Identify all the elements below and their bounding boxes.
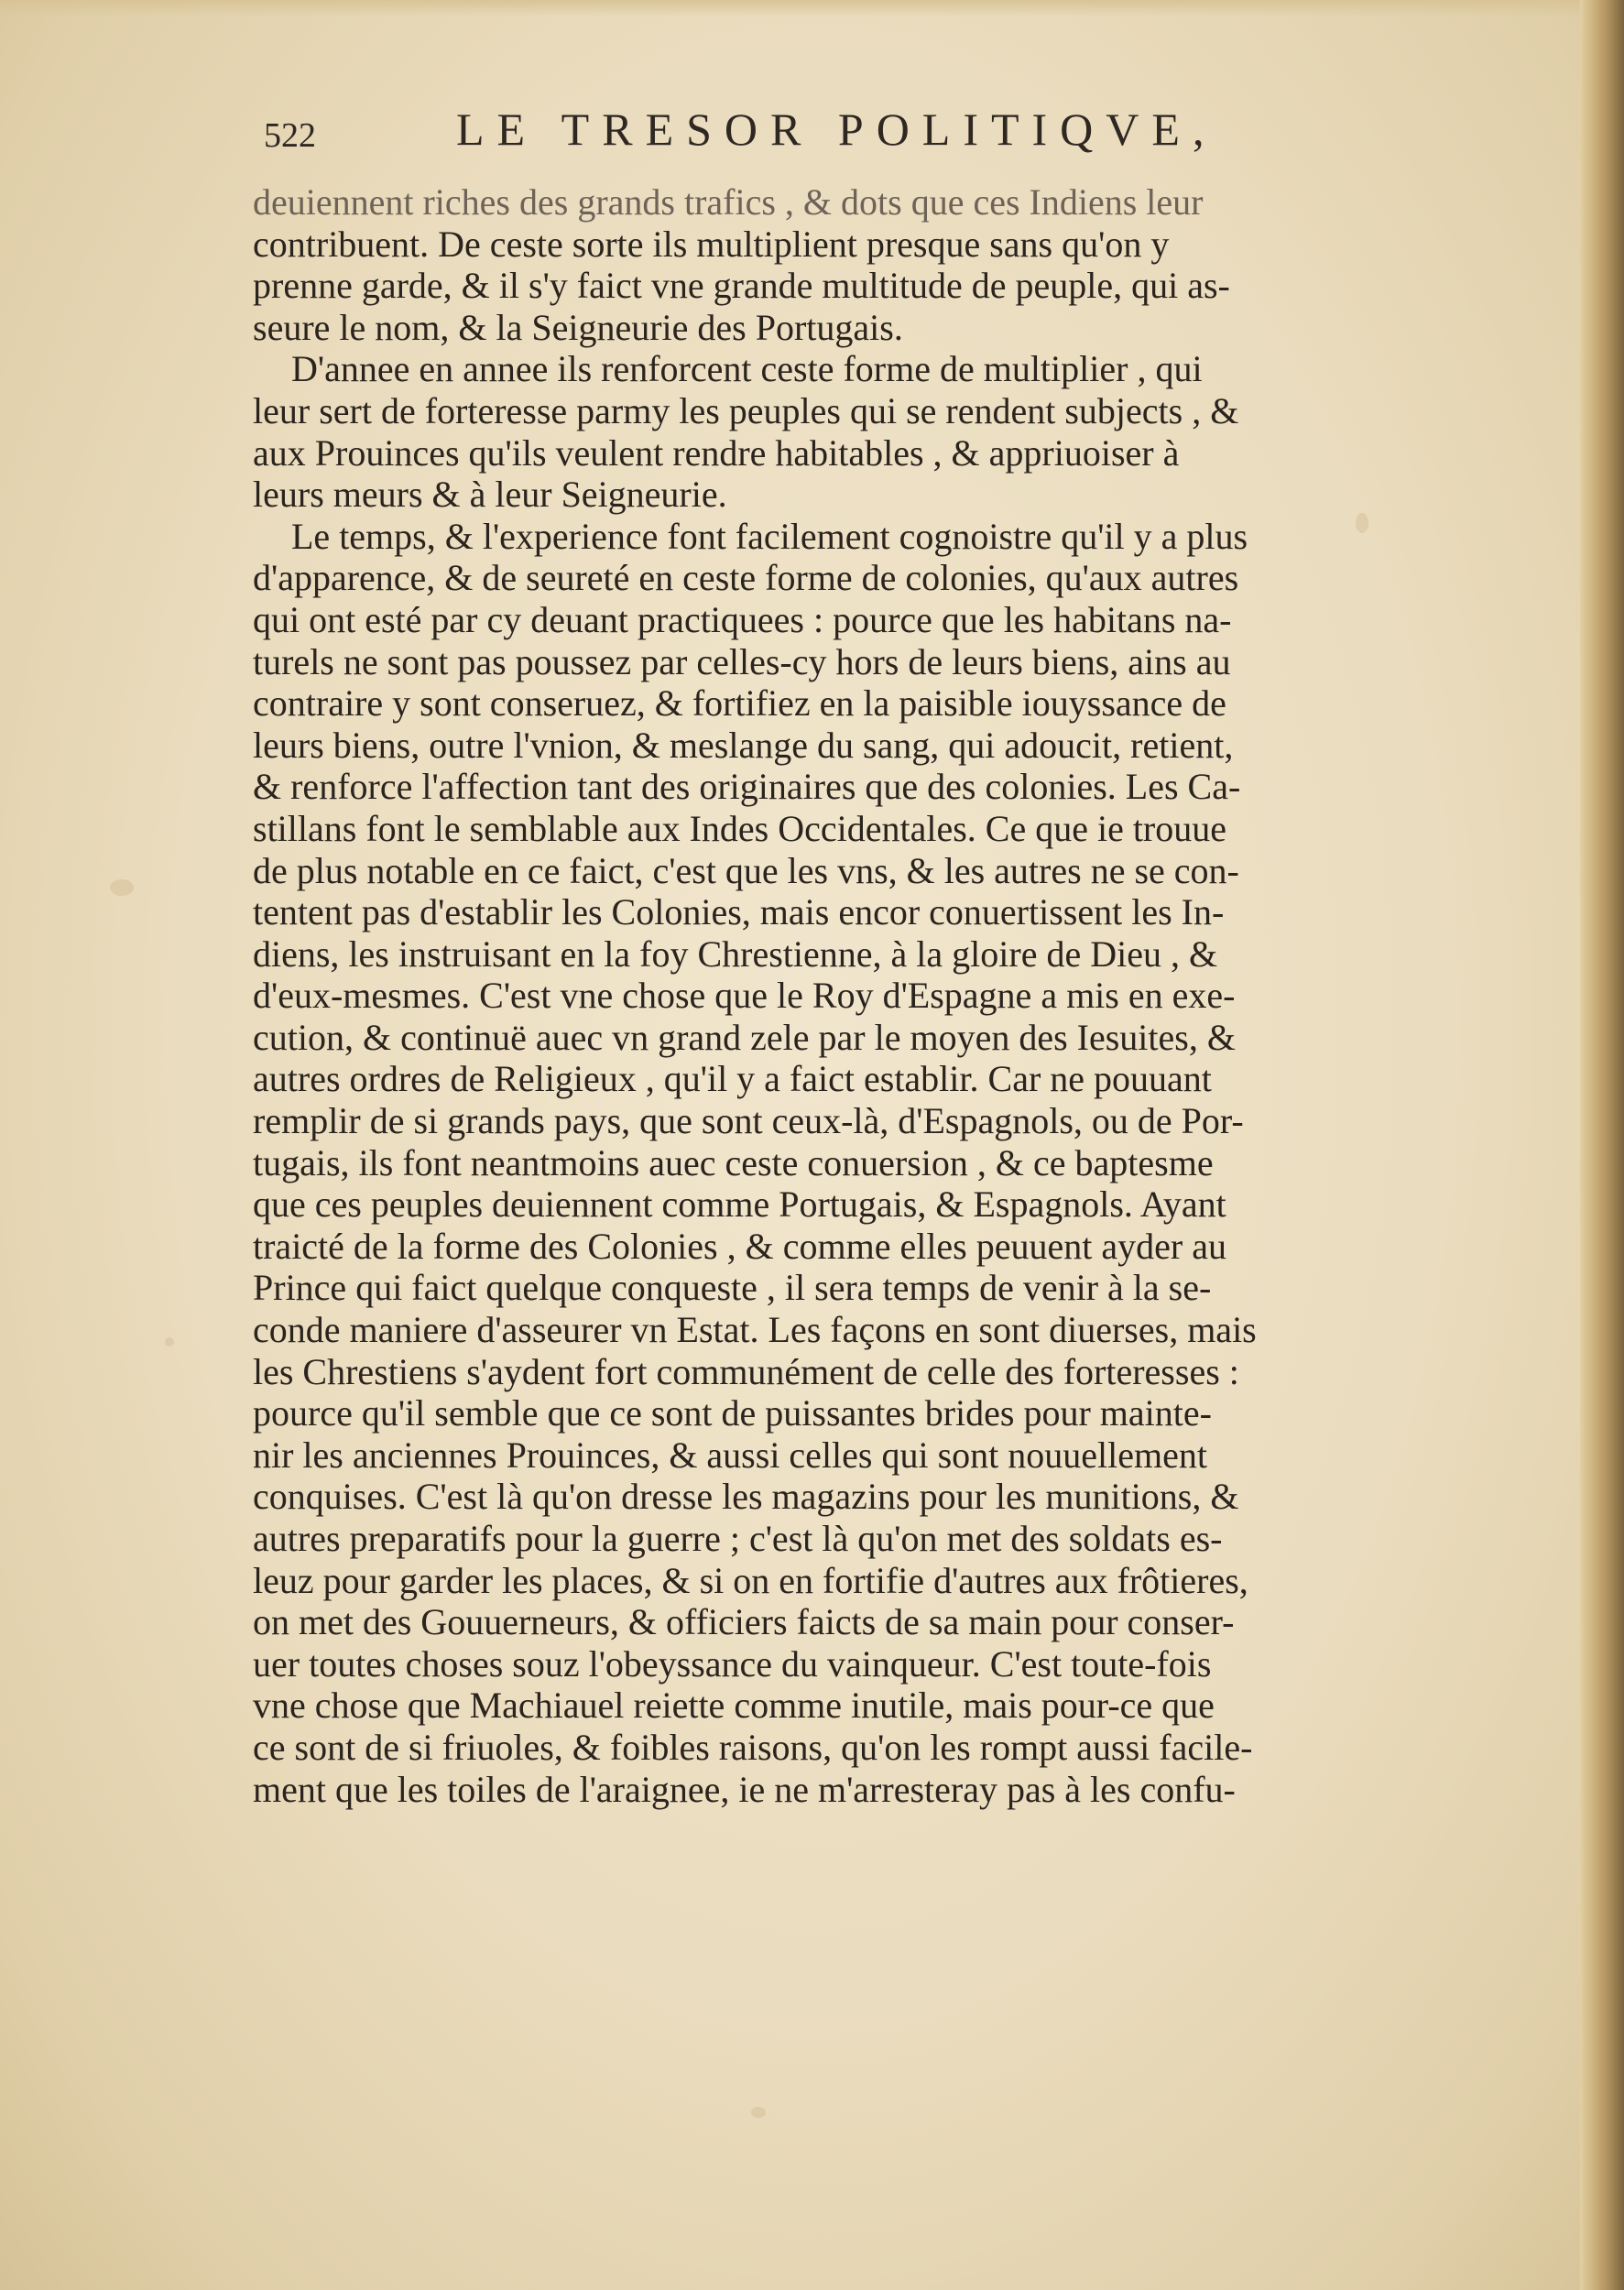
text-line: autres ordres de Religieux , qu'il y a faict establir. Car ne pouuant [253,1058,1212,1100]
text-line: Prince qui faict quelque conqueste , il sera temps de venir à la se- [253,1267,1212,1309]
text-line: d'eux-mesmes. C'est vne chose que le Roy d'Espagne a mis en exe- [253,975,1236,1017]
text-line: ce sont de si friuoles, & foibles raisons, qu'on les rompt aussi facile- [253,1726,1253,1768]
page-number: 522 [264,116,316,155]
body-text [253,181,1444,1810]
text-line: que ces peuples deuiennent comme Portugais, & Espagnols. Ayant [253,1183,1226,1226]
paper-stain [751,2107,766,2118]
paper-stain [165,1337,174,1347]
text-line: de plus notable en ce faict, c'est que les vns, & les autres ne se con- [253,849,1239,891]
text-line: Le temps, & l'experience font facilement cognoistre qu'il y a plus [291,515,1248,557]
text-line: tugais, ils font neantmoins auec ceste conuersion , & ce baptesme [253,1141,1214,1183]
text-line: uer toutes choses souz l'obeyssance du vainqueur. C'est toute-fois [253,1642,1212,1685]
text-line: turels ne sont pas poussez par celles-cy hors de leurs biens, ains au [253,640,1231,682]
text-line: leurs biens, outre l'vnion, & meslange du sang, qui adoucit, retient, [253,724,1234,766]
text-line: D'annee en annee ils renforcent ceste forme de multiplier , qui [291,348,1203,390]
text-line: diens, les instruisant en la foy Chrestienne, à la gloire de Dieu , & [253,932,1218,975]
text-line: vne chose que Machiauel reiette comme inutile, mais pour-ce que [253,1685,1215,1727]
running-title: LE TRESOR POLITIQVE, [456,104,1217,155]
text-line: leur sert de forteresse parmy les peuples qui se rendent subjects , & [253,389,1239,431]
page-top-shadow [0,0,1624,16]
text-line: prenne garde, & il s'y faict vne grande multitude de peuple, qui as- [253,265,1230,307]
text-line: pource qu'il semble que ce sont de puissantes brides pour mainte- [253,1392,1212,1434]
text-line: ment que les toiles de l'araignee, ie ne m'arresteray pas à les confu- [253,1768,1236,1810]
text-line: autres preparatifs pour la guerre ; c'est là qu'on met des soldats es- [253,1518,1223,1559]
text-line: aux Prouinces qu'ils veulent rendre habitables , & appriuoiser à [253,431,1180,474]
text-line: stillans font le semblable aux Indes Occidentales. Ce que ie trouue [253,807,1227,849]
text-line: contraire y sont conseruez, & fortifiez en la paisible iouyssance de [253,682,1226,725]
text-line: les Chrestiens s'aydent fort communément de celle des forteresses : [253,1350,1239,1392]
text-line: conquises. C'est là qu'on dresse les magazins pour les munitions, & [253,1476,1239,1518]
text-line: cution, & continuë auec vn grand zele par le moyen des Iesuites, & [253,1016,1236,1058]
text-line: d'apparence, & de seureté en ceste forme de colonies, qu'aux autres [253,557,1239,599]
page-header [264,103,1281,167]
page-binding-edge [1580,0,1624,2290]
text-line: on met des Gouuerneurs, & officiers faicts de sa main pour conser- [253,1601,1235,1643]
text-line: remplir de si grands pays, que sont ceux-là, d'Espagnols, ou de Por- [253,1100,1244,1142]
text-line: leuz pour garder les places, & si on en fortifie d'autres aux frôtieres, [253,1559,1248,1601]
text-line: tentent pas d'establir les Colonies, mais encor conuertissent les In- [253,891,1225,933]
text-line: contribuent. De ceste sorte ils multiplient presque sans qu'on y [253,223,1170,265]
text-line: leurs meurs & à leur Seigneurie. [253,474,727,516]
paper-stain [110,879,134,896]
text-line: traicté de la forme des Colonies , & comme elles peuuent ayder au [253,1225,1226,1267]
text-line: nir les anciennes Prouinces, & aussi celles qui sont nouuellement [253,1434,1207,1476]
text-line: conde maniere d'asseurer vn Estat. Les façons en sont diuerses, mais [253,1309,1257,1351]
text-line: seure le nom, & la Seigneurie des Portugais. [253,306,903,348]
text-line: & renforce l'affection tant des originaires que des colonies. Les Ca- [253,766,1241,808]
text-line: deuiennent riches des grands trafics , & dots que ces Indiens leur [253,181,1204,223]
text-line: qui ont esté par cy deuant practiquees : pource que les habitans na- [253,598,1232,640]
